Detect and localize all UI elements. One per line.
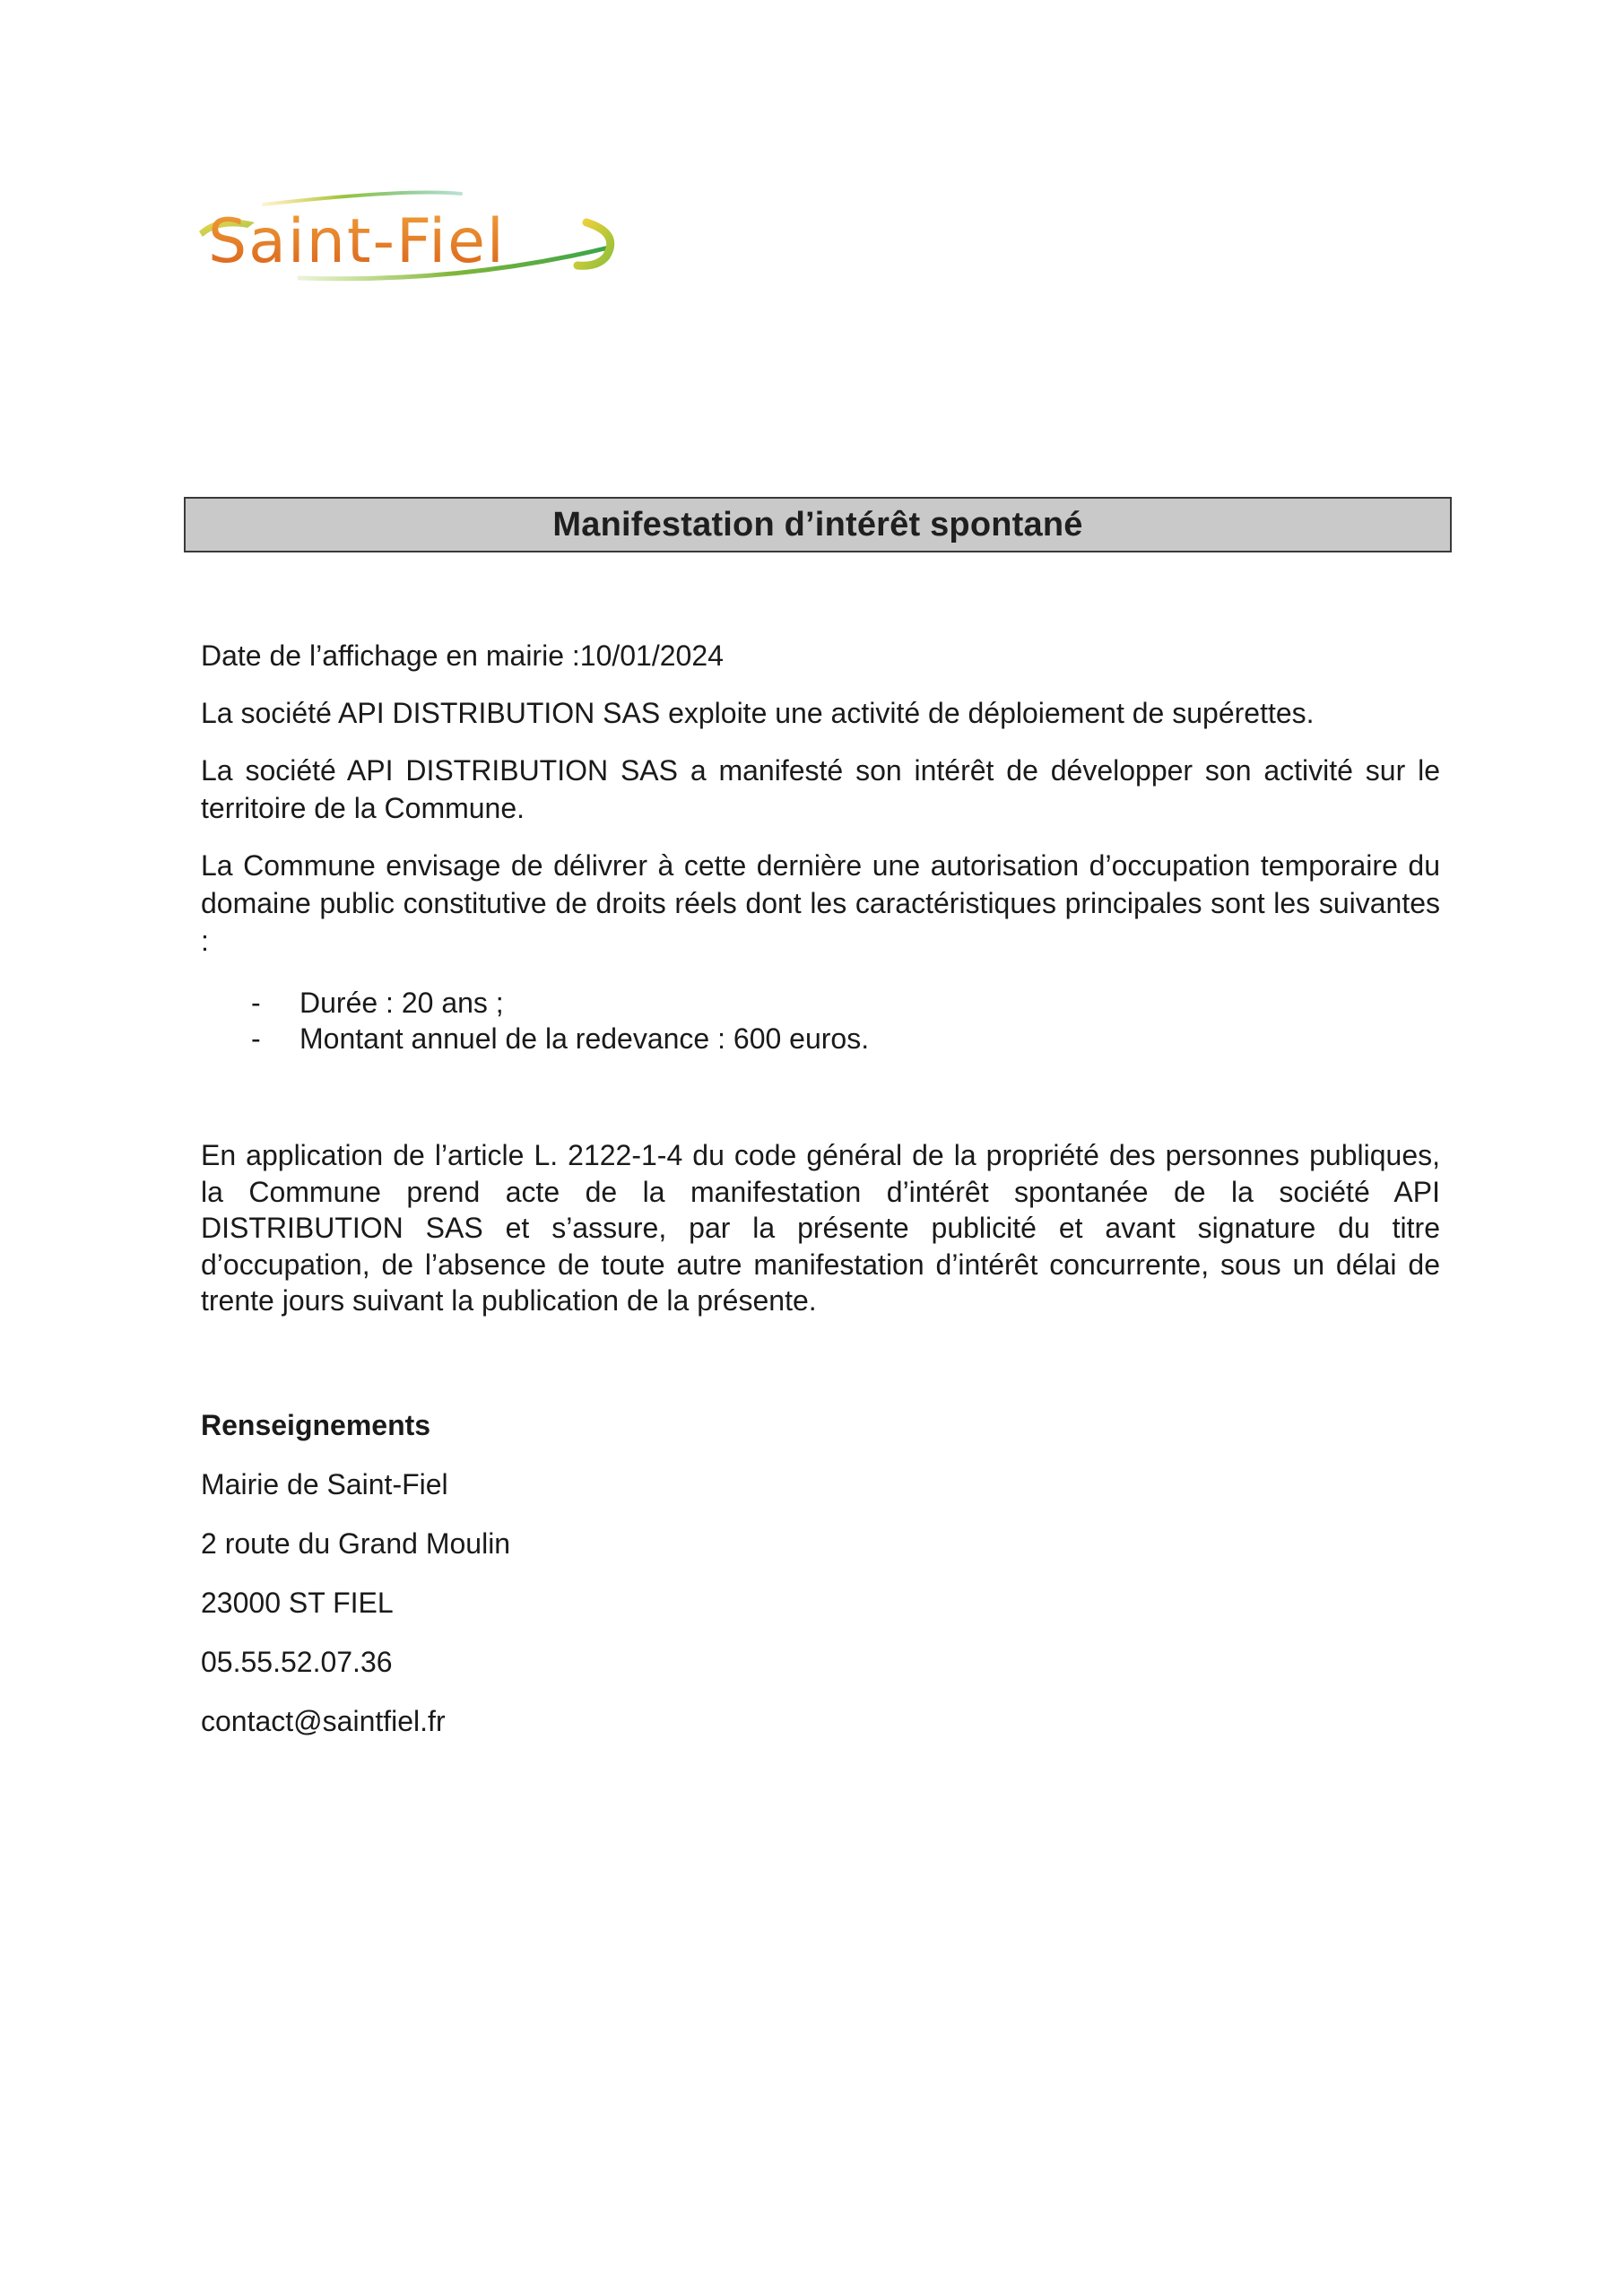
list-item [201,985,1440,1021]
paragraph-activity: La société API DISTRIBUTION SAS exploite une activité de déploiement de supérettes. [201,697,1315,729]
list-item-text: Montant annuel de la redevance : 600 euros. [299,1022,870,1055]
contact-address: 2 route du Grand Moulin [201,1527,511,1560]
saint-fiel-logo [192,187,622,294]
bullet-dash: - [251,1022,261,1055]
paragraph-authorization: La Commune envisage de délivrer à cette dernière une autorisation d’occupation temporaire du domaine public constitutive de droits réels dont les caractéristiques principales sont les suivantes : [201,849,1440,957]
list-item-text: Durée : 20 ans ; [299,987,504,1019]
contact-heading: Renseignements [201,1409,431,1441]
paragraph-legal-application: En application de l’article L. 2122-1-4 du code général de la propriété des personnes publiques, la Commune prend acte de la manifestation d’intérêt spontanée de la société API DISTRIBUTION SAS et s’assure, par la présente publicité et avant signature du titre d’occupation, de l’absence de toute autre manifestation d’intérêt concurrente, sous un délai de trente jours suivant la publication de la présente. [201,1139,1440,1317]
list-item [201,1021,1440,1057]
contact-email[interactable]: contact@saintfiel.fr [201,1705,446,1737]
contact-name: Mairie de Saint-Fiel [201,1468,448,1500]
document-title: Manifestation d’intérêt spontané [552,505,1083,544]
contact-phone: 05.55.52.07.36 [201,1646,393,1678]
svg-text:Saint-Fiel: Saint-Fiel [208,206,506,277]
paragraph-interest: La société API DISTRIBUTION SAS a manifesté son intérêt de développer son activité sur le territoire de la Commune. [201,754,1440,824]
posting-date: Date de l’affichage en mairie :10/01/2024 [201,639,724,672]
characteristics-list [201,985,1440,1057]
title-banner [184,497,1452,552]
contact-city: 23000 ST FIEL [201,1587,394,1619]
bullet-dash: - [251,987,261,1019]
